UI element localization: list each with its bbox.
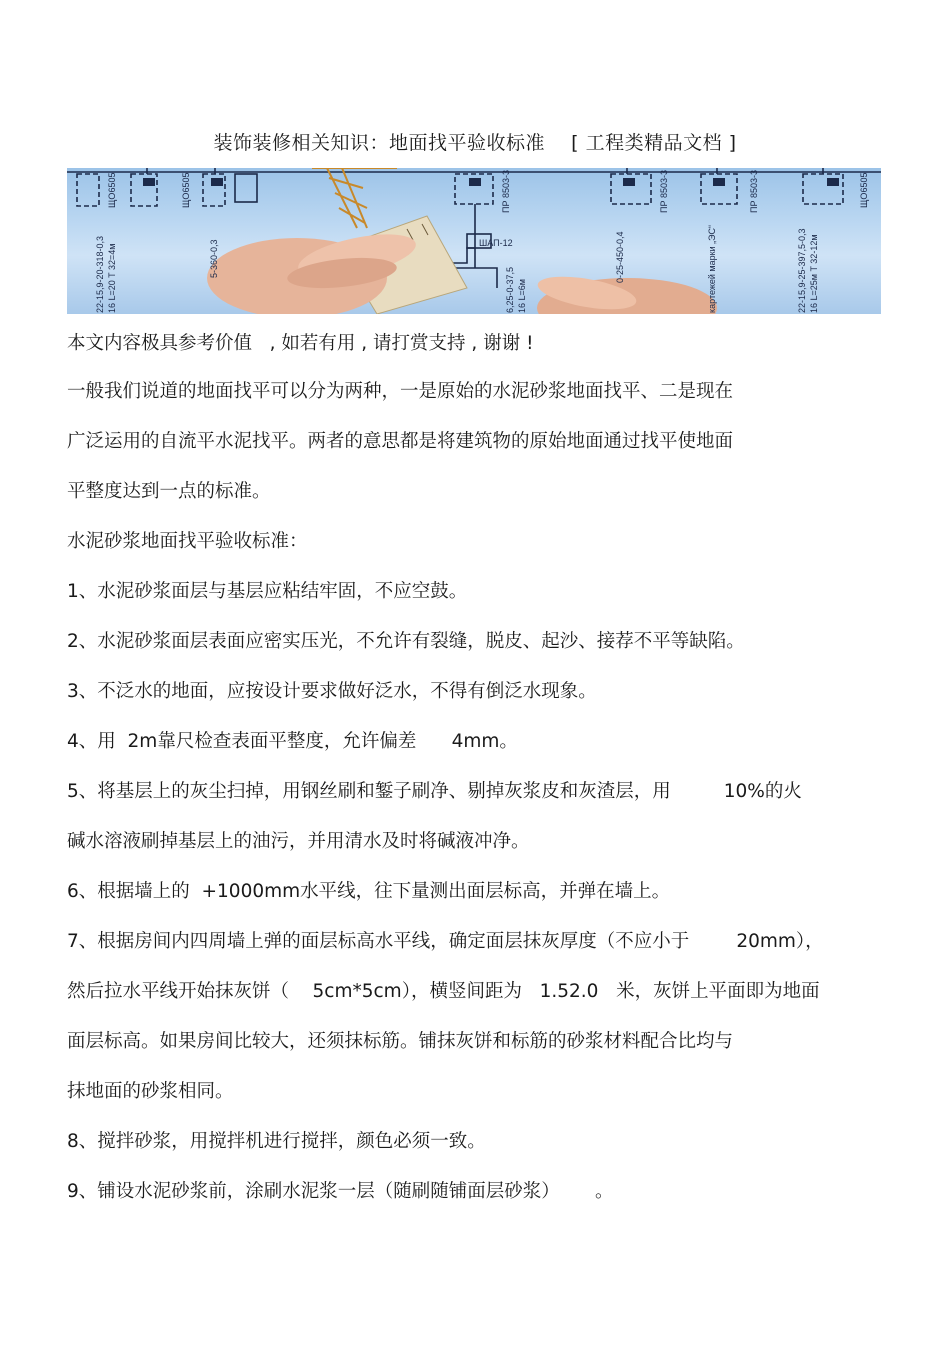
list-item: 2、水泥砂浆面层表面应密实压光，不允许有裂缝，脱皮、起沙、接荐不平等缺陷。 <box>67 631 745 652</box>
banner-label: 5-360-0,3 <box>209 239 219 278</box>
paragraph-line: 一般我们说道的地面找平可以分为两种，一是原始的水泥砂浆地面找平、二是现在 <box>67 381 734 402</box>
list-item: 3、不泛水的地面，应按设计要求做好泛水，不得有倒泛水现象。 <box>67 681 597 702</box>
list-item-continuation: 碱水溶液刷掉基层上的油污，并用清水及时将碱液冲净。 <box>67 831 530 852</box>
schematic-fills <box>143 178 839 186</box>
list-item: 4、用 2m靠尺检查表面平整度，允许偏差 4mm。 <box>67 731 518 752</box>
banner-label: ЩО6505 <box>107 172 117 208</box>
banner-label: ПР 8503-3 <box>659 170 669 213</box>
paragraph-line: 广泛运用的自流平水泥找平。两者的意思都是将建筑物的原始地面通过找平使地面 <box>67 431 734 452</box>
banner-label: ПР 8503-3 <box>749 170 759 213</box>
list-item: 8、搅拌砂浆，用搅拌机进行搅拌，颜色必须一致。 <box>67 1131 486 1152</box>
document-title: 装饰装修相关知识：地面找平验收标准 [ 工程类精品文档 ] <box>213 132 737 154</box>
list-item: 1、水泥砂浆面层与基层应粘结牢固，不应空鼓。 <box>67 581 468 602</box>
list-item-continuation: 然后拉水平线开始抹灰饼（ 5cm*5cm），横竖间距为 1.52.0 米，灰饼上平面即为地面 <box>67 981 820 1002</box>
banner-label: 0-25-450-0,4 <box>615 231 625 283</box>
banner-illustration <box>67 168 881 314</box>
list-item: 5、将基层上的灰尘扫掉，用钢丝刷和錾子刷净、剔掉灰浆皮和灰渣层，用 10%的火 <box>67 781 802 802</box>
banner-label: ЩО6505 <box>181 172 191 208</box>
banner-label: 16 L=6м <box>517 279 527 313</box>
banner-label: ШАП-12 <box>479 238 513 248</box>
list-item: 6、根据墙上的 +1000mm水平线，往下量测出面层标高，并弹在墙上。 <box>67 881 671 902</box>
banner-label: ПР 8503-3 <box>501 170 511 213</box>
list-item: 7、根据房间内四周墙上弹的面层标高水平线，确定面层抹灰厚度（不应小于 20mm）， <box>67 931 824 952</box>
hands <box>207 226 717 314</box>
banner-image <box>67 168 881 314</box>
list-item-continuation: 面层标高。如果房间比较大，还须抹标筋。铺抹灰饼和标筋的砂浆材料配合比均与 <box>67 1031 734 1052</box>
banner-label: 22-15,9-20-318-0,3 <box>95 235 105 313</box>
intro-line: 本文内容极具参考价值 , 如若有用 , 请打赏支持 , 谢谢 ! <box>67 333 534 354</box>
banner-label: картежей марки „ЭС“ <box>707 224 717 313</box>
crane <box>312 168 397 228</box>
banner-label: 22-15,9-25-397,5-0,3 <box>797 228 807 313</box>
banner-label: 16 L=20 T 32=4м <box>107 243 117 313</box>
section-heading: 水泥砂浆地面找平验收标准： <box>67 531 308 552</box>
list-item-continuation: 抹地面的砂浆相同。 <box>67 1081 234 1102</box>
banner-label: 16 L=25м T 32-12м <box>809 234 819 313</box>
list-item: 9、铺设水泥砂浆前，涂刷水泥浆一层（随刷随铺面层砂浆） 。 <box>67 1181 614 1202</box>
banner-label: ЩО6505 <box>859 172 869 208</box>
banner-label: 6,25-0-37,5 <box>505 266 515 313</box>
paragraph-line: 平整度达到一点的标准。 <box>67 481 271 502</box>
